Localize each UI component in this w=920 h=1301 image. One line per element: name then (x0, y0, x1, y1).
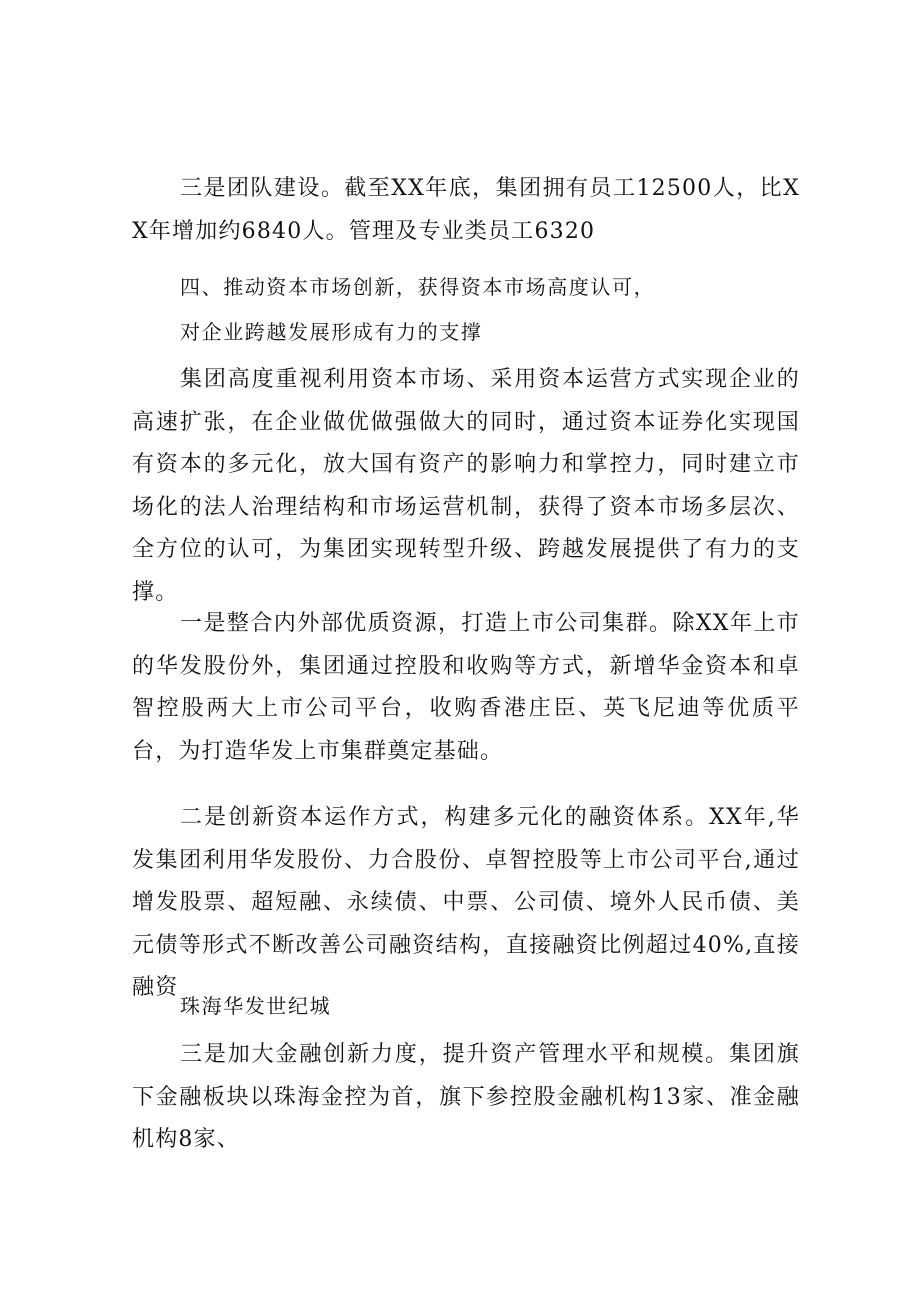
paragraph-point-three: 三是加大金融创新力度，提升资产管理水平和规模。集团旗下金融板块以珠海金控为首，旗下参控股金融机构13家、准金融机构8家、 (132, 1042, 800, 1152)
caption-text: 珠海华发世纪城 (180, 994, 332, 1018)
paragraph-point-one: 一是整合内外部优质资源，打造上市公司集群。除XX年上市的华发股份外，集团通过控股和收购等方式，新增华金资本和卓智控股两大上市公司平台，收购香港庄臣、英飞尼迪等优质平台，为打造华发上市集群奠定基础。 (132, 611, 800, 764)
paragraph-point-two: 二是创新资本运作方式，构建多元化的融资体系。XX年,华发集团利用华发股份、力合股份、卓智控股等上市公司平台,通过增发股票、超短融、永续债、中票、公司债、境外人民币债、美元债等形式不断改善公司融资结构，直接融资比例超过40%,直接融资 (132, 805, 800, 1000)
paragraph-team-building: 三是团队建设。截至XX年底，集团拥有员工12500人，比XX年增加约6840人。管理及专业类员工6320 (132, 176, 800, 244)
section-heading-line-1: 四、推动资本市场创新，获得资本市场高度认可， (180, 275, 656, 299)
section-heading-line-2: 对企业跨越发展形成有力的支撑 (180, 320, 483, 344)
paragraph-intro: 集团高度重视利用资本市场、采用资本运营方式实现企业的高速扩张，在企业做优做强做大的同时，通过资本证券化实现国有资本的多元化，放大国有资产的影响力和掌控力，同时建立市场化的法人治理结构和市场运营机制，获得了资本市场多层次、全方位的认可，为集团实现转型升级、跨越发展提供了有力的支撑。 (132, 367, 800, 605)
